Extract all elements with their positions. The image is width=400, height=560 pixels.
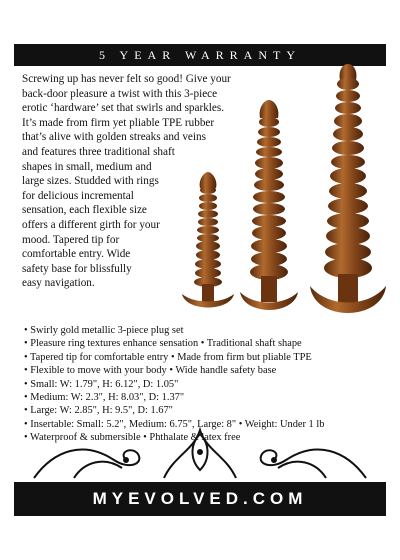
feature-item: • Medium: W: 2.3", H: 8.03", D: 1.37" (24, 392, 185, 404)
intro-line: erotic ‘hardware’ set that swirls and sparkles. (22, 102, 225, 115)
intro-line: large sizes. Studded with rings (22, 175, 159, 188)
intro-line: that’s alive with golden streaks and veins (22, 131, 206, 144)
intro-line: mood. Tapered tip for (22, 233, 120, 246)
intro-line: for delicious incremental (22, 189, 134, 202)
decorative-swirl (14, 420, 386, 480)
feature-item: • Flexible to move with your body • Wide handle safety base (24, 365, 277, 377)
feature-item: • Insertable: Small: 5.2", Medium: 6.75", Large: 8" • Weight: Under 1 lb (24, 418, 325, 430)
intro-line: It’s made from firm yet pliable TPE rubber (22, 116, 215, 129)
medium-plug-image (240, 100, 298, 310)
large-plug-image (310, 64, 386, 313)
feature-item: • Large: W: 2.85", H: 9.5", D: 1.67" (24, 405, 173, 417)
intro-line: comfortable entry. Wide (22, 248, 131, 261)
product-image (180, 60, 390, 330)
intro-line: safety base for blissfully (22, 262, 132, 275)
feature-item: • Swirly gold metallic 3-piece plug set (24, 325, 184, 336)
warranty-banner: 5 YEAR WARRANTY (14, 44, 386, 66)
intro-line: easy navigation. (22, 277, 95, 290)
feature-item: • Waterproof & submersible • Phthalate & latex free (24, 432, 241, 444)
intro-line: sensation, each flexible size (22, 204, 147, 217)
intro-line: Screwing up has never felt so good! Give your (22, 73, 231, 85)
feature-item: • Small: W: 1.79", H: 6.12", D: 1.05" (24, 378, 179, 390)
intro-line: back-door pleasure a twist with this 3-piece (22, 87, 218, 100)
feature-item: • Tapered tip for comfortable entry • Made from firm but pliable TPE (24, 351, 312, 363)
intro-line: shapes in small, medium and (22, 160, 152, 173)
website-footer: MYEVOLVED.COM (14, 482, 386, 516)
small-plug-image (182, 172, 234, 308)
feature-item: • Pleasure ring textures enhance sensation • Traditional shaft shape (24, 338, 302, 350)
intro-line: and features three traditional shaft (22, 145, 175, 158)
intro-line: offers a different girth for your (22, 218, 160, 231)
